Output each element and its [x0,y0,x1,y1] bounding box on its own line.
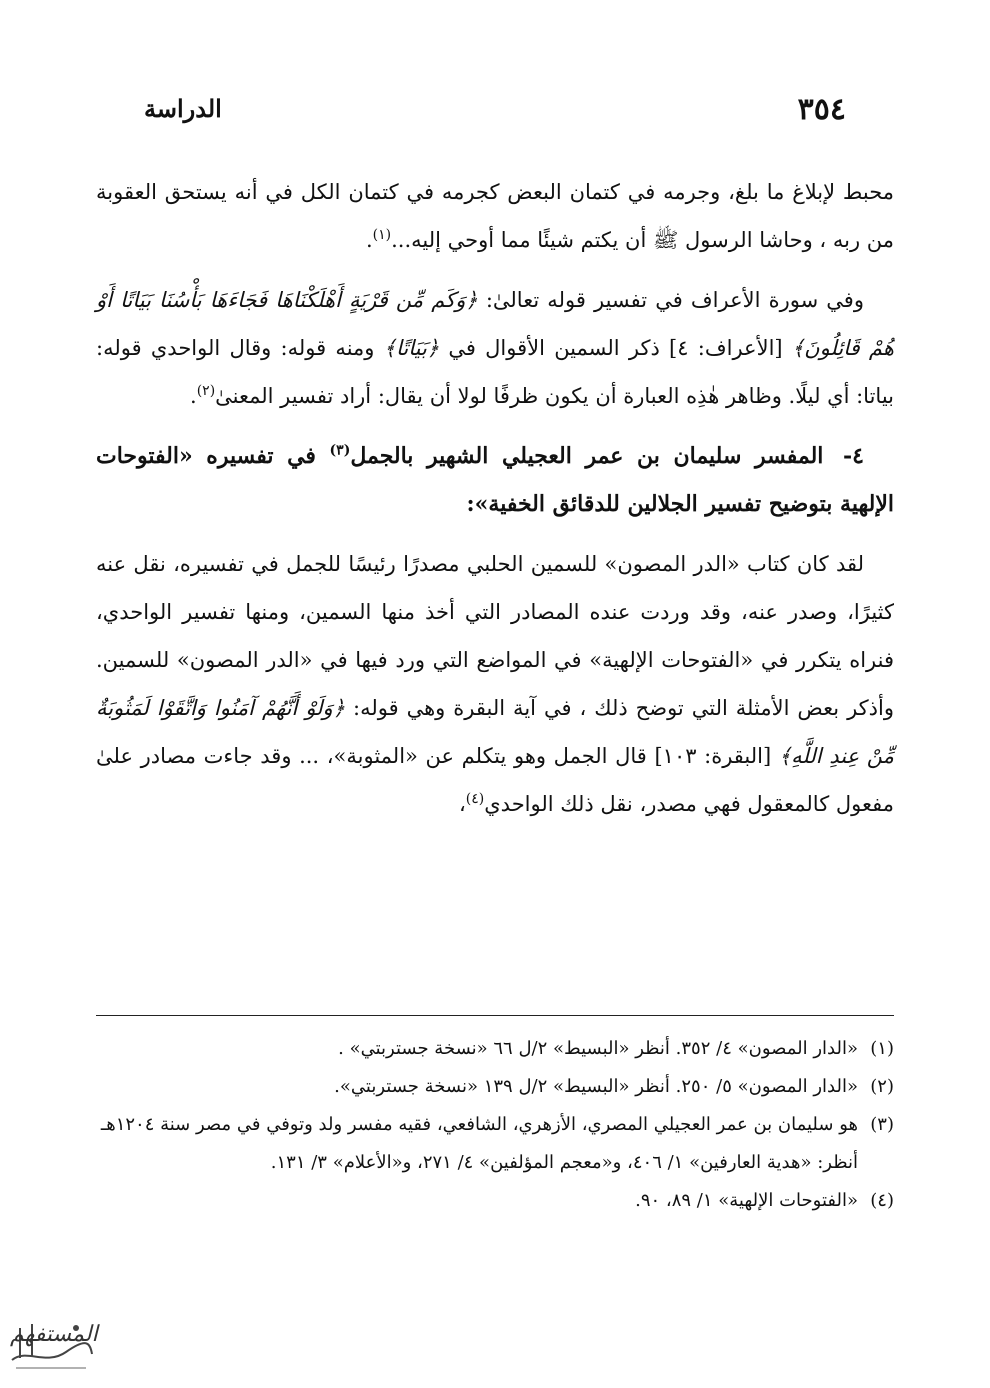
paragraph-3-text: لقد كان كتاب «الدر المصون» للسمين الحلبي مصدرًا رئيسًا للجمل في تفسيره، نقل عنه كثيرًا، وصدر عنه، وقد وردت عنده المصادر التي أخذ منها السمين، ومنها تفسير الواحدي، فنراه يتكرر في «الفتوحات الإلهية» في المواضع التي ورد فيها في «الدر المصون» للسمين. وأذكر بعض الأمثلة التي توضح ذلك ، في آية البقرة وهي قوله: [96,552,894,720]
quran-word-bayatan: ﴿بَيَاتًا﴾ [383,336,440,360]
quran-verse-baqara: ﴿وَلَوْ أَنَّهُمْ آمَنُوا وَاتَّقَوْا لَمَثُوبَةٌ مِّنْ عِندِ اللَّهِ﴾ [96,696,894,768]
paragraph-3-end: ، [458,792,466,816]
footnote-1 [96,1030,894,1068]
footnote-text: «الفتوحات الإلهية» ١/ ٨٩، ٩٠. [635,1190,858,1211]
main-text [96,168,894,840]
footnote-ref-2: (٢) [196,383,216,399]
page-number: ٣٥٤ [797,92,846,127]
section-heading [96,432,894,528]
footnote-separator [96,1015,894,1016]
footnote-number: (١) [870,1038,894,1059]
footnote-2 [96,1068,894,1106]
footnote-ref-1: (١) [372,227,392,243]
footnote-number: (٤) [870,1190,894,1211]
paragraph-3 [96,540,894,828]
footnotes [96,1030,894,1220]
footnote-ref-4: (٤) [465,791,485,807]
section-heading-b: في تفسيره «الفتوحات الإلهية بتوضيح تفسير الجلالين للدقائق الخفية»: [96,443,894,517]
paragraph-1-text: محبط لإبلاغ ما بلغ، وجرمه في كتمان البعض كجرمه في كتمان الكل في أنه يستحق العقوبة من ربه ، وحاشا الرسول ﷺ أن يكتم شيئًا مما أوحي إليه... [96,180,894,252]
logo-text: المستفهم [10,1322,98,1347]
paragraph-2-lead: وفي سورة الأعراف في تفسير قوله تعالىٰ: [485,288,864,312]
paragraph-2-end: . [190,384,197,408]
footnote-text: «الدار المصون» ٥/ ٢٥٠. أنظر «البسيط» ٢/ل ١٣٩ «نسخة جستربتي». [334,1076,858,1097]
footnote-ref-3: (٣) [329,442,351,459]
paragraph-2-mid: [الأعراف: ٤] ذكر السمين الأقوال في [448,336,783,360]
footnote-number: (٢) [870,1076,894,1097]
paragraph-2-tail: ومنه قوله: وقال الواحدي قوله: بياتا: أي ليلًا. وظاهر هٰذِه العبارة أن يكون ظرفًا لولا أن يقال: أراد تفسير المعنىٰ [96,336,894,408]
running-title: الدراسة [144,94,222,123]
paragraph-2 [96,276,894,420]
running-header [140,92,850,136]
footnote-3 [96,1106,894,1182]
paragraph-1-tail: . [365,228,373,252]
paragraph-1 [96,168,894,264]
library-logo-icon [6,1308,96,1378]
quran-verse-araf: ﴿وَكَم مِّن قَرْيَةٍ أَهْلَكْنَاهَا فَجَاءَهَا بَأْسُنَا بَيَاتًا أَوْ هُمْ قَائِلُونَ﴾ [96,288,894,360]
footnote-number: (٣) [870,1114,894,1135]
section-number: ٤- [843,443,864,469]
paragraph-3-tail: [البقرة: ١٠٣] قال الجمل وهو يتكلم عن «المثوبة»، ... وقد جاءت مصادر علىٰ مفعول كالمعقول فهي مصدر، نقل ذلك الواحدي [96,744,894,816]
footnote-text: «الدار المصون» ٤/ ٣٥٢. أنظر «البسيط» ٢/ل ٦٦ «نسخة جستربتي» . [338,1038,858,1059]
section-heading-a: المفسر سليمان بن عمر العجيلي الشهير بالجمل [350,443,824,469]
footnote-text: هو سليمان بن عمر العجيلي المصري، الأزهري، الشافعي، فقيه مفسر ولد وتوفي في مصر سنة ١٢٠٤هـ أنظر: «هدية العارفين» ١/ ٤٠٦، و«معجم المؤلفين» ٤/ ٢٧١، و«الأعلام» ٣/ ١٣١. [100,1114,858,1173]
footnote-4 [96,1182,894,1220]
